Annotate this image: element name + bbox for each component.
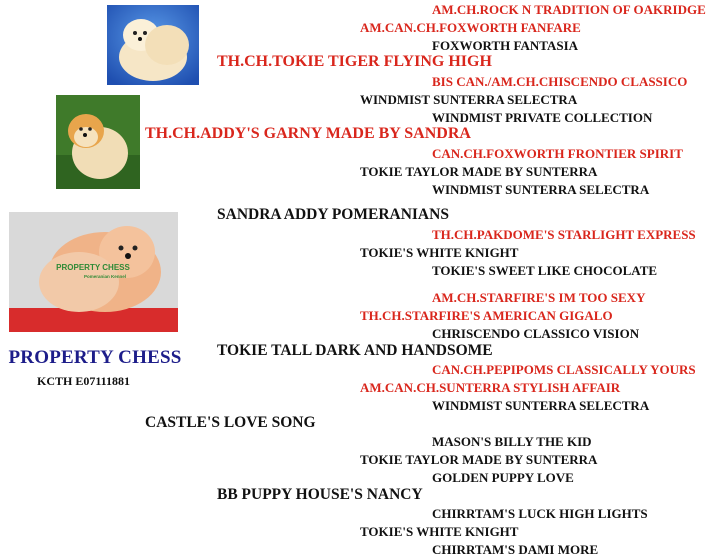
dssd: CHRISCENDO CLASSICO VISION — [432, 326, 640, 341]
dam-dam: BB PUPPY HOUSE'S NANCY — [217, 486, 423, 503]
sire-sire-photo — [107, 5, 199, 85]
sire-photo — [56, 95, 140, 189]
dog-photo — [9, 212, 178, 332]
dds: TOKIE TAYLOR MADE BY SUNTERRA — [360, 452, 598, 467]
photo-watermark: PROPERTY CHESS — [56, 263, 130, 272]
dddd: CHIRRTAM'S DAMI MORE — [432, 542, 599, 557]
dsd: AM.CAN.CH.SUNTERRA STYLISH AFFAIR — [360, 380, 621, 395]
sdss: BIS CAN./AM.CH.CHISCENDO CLASSICO — [432, 74, 688, 89]
sdss2: CAN.CH.FOXWORTH FRONTIER SPIRIT — [432, 146, 683, 161]
sire-name: TH.CH.ADDY'S GARNY MADE BY SANDRA — [145, 125, 471, 142]
sddd: TOKIE'S SWEET LIKE CHOCOLATE — [432, 263, 658, 278]
dog-registration: KCTH E07111881 — [37, 374, 131, 388]
sire-sire: TH.CH.TOKIE TIGER FLYING HIGH — [217, 53, 492, 70]
photo-watermark-sub: Pomeranian Kennel — [83, 274, 127, 279]
dog-name: PROPERTY CHESS — [8, 347, 182, 368]
dss: TH.CH.STARFIRE'S AMERICAN GIGALO — [360, 308, 613, 323]
sire-dam: SANDRA ADDY POMERANIANS — [217, 206, 449, 223]
ddsd: GOLDEN PUPPY LOVE — [432, 470, 574, 485]
ss-s: AM.CAN.CH.FOXWORTH FANFARE — [360, 20, 581, 35]
dsds: CAN.CH.PEPIPOMS CLASSICALLY YOURS — [432, 362, 696, 377]
sdds: TH.CH.PAKDOME'S STARLIGHT EXPRESS — [432, 227, 696, 242]
ddss: MASON'S BILLY THE KID — [432, 434, 592, 449]
ddds: CHIRRTAM'S LUCK HIGH LIGHTS — [432, 506, 648, 521]
sss: AM.CH.ROCK N TRADITION OF OAKRIDGE — [432, 2, 706, 17]
sdd: TOKIE'S WHITE KNIGHT — [360, 245, 519, 260]
sds: TOKIE TAYLOR MADE BY SUNTERRA — [360, 164, 598, 179]
sdsd: WINDMIST PRIVATE COLLECTION — [432, 110, 653, 125]
ddd: TOKIE'S WHITE KNIGHT — [360, 524, 519, 539]
dsdd: WINDMIST SUNTERRA SELECTRA — [432, 398, 650, 413]
dsss: AM.CH.STARFIRE'S IM TOO SEXY — [432, 290, 646, 305]
ssd: FOXWORTH FANTASIA — [432, 38, 579, 53]
s-sd: WINDMIST SUNTERRA SELECTRA — [360, 92, 578, 107]
dam-name: CASTLE'S LOVE SONG — [145, 414, 316, 431]
dam-sire: TOKIE TALL DARK AND HANDSOME — [217, 342, 493, 359]
sdsd2: WINDMIST SUNTERRA SELECTRA — [432, 182, 650, 197]
